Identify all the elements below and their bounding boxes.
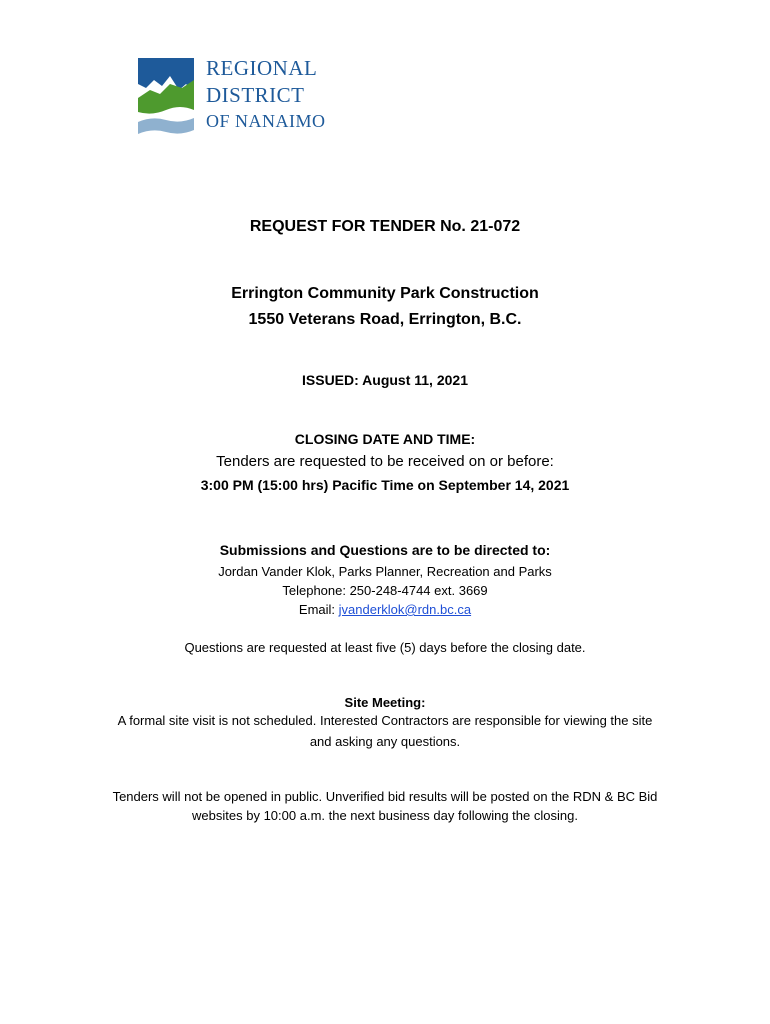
closing-heading: CLOSING DATE AND TIME: [294, 431, 476, 447]
opening-line-2: websites by 10:00 a.m. the next business day following the closing. [192, 808, 578, 823]
site-meeting-heading: Site Meeting: [344, 695, 426, 710]
logo-wordmark [206, 58, 326, 136]
project-address: 1550 Veterans Road, Errington, B.C. [248, 311, 522, 328]
opening-line-1: Tenders will not be opened in public. Unverified bid results will be posted on the RDN & BC Bid [112, 789, 658, 804]
contact-telephone: Telephone: 250-248-4744 ext. 3669 [282, 583, 488, 598]
email-label: Email: [298, 602, 339, 617]
logo-line-1: REGIONAL [206, 56, 318, 80]
site-meeting-line-1: A formal site visit is not scheduled. Interested Contractors are responsible for viewing the site [117, 713, 653, 728]
email-link[interactable]: jvanderklok@rdn.bc.ca [338, 602, 472, 617]
rdn-logo-mark-icon [136, 54, 200, 138]
closing-request-line: Tenders are requested to be received on or before: [216, 453, 554, 470]
project-name: Errington Community Park Construction [231, 285, 539, 302]
issued-date: ISSUED: August 11, 2021 [302, 372, 468, 388]
site-meeting-line-2: and asking any questions. [309, 734, 461, 749]
contact-email-line [60, 602, 710, 617]
questions-note: Questions are requested at least five (5) days before the closing date. [184, 640, 586, 655]
submissions-heading: Submissions and Questions are to be directed to: [219, 542, 551, 558]
logo-line-2: DISTRICT [206, 83, 305, 107]
tender-title: REQUEST FOR TENDER No. 21-072 [249, 218, 521, 235]
rdn-logo [136, 54, 346, 138]
closing-deadline: 3:00 PM (15:00 hrs) Pacific Time on September 14, 2021 [200, 477, 570, 493]
contact-name: Jordan Vander Klok, Parks Planner, Recreation and Parks [218, 564, 552, 579]
logo-line-3: OF NANAIMO [206, 111, 326, 131]
